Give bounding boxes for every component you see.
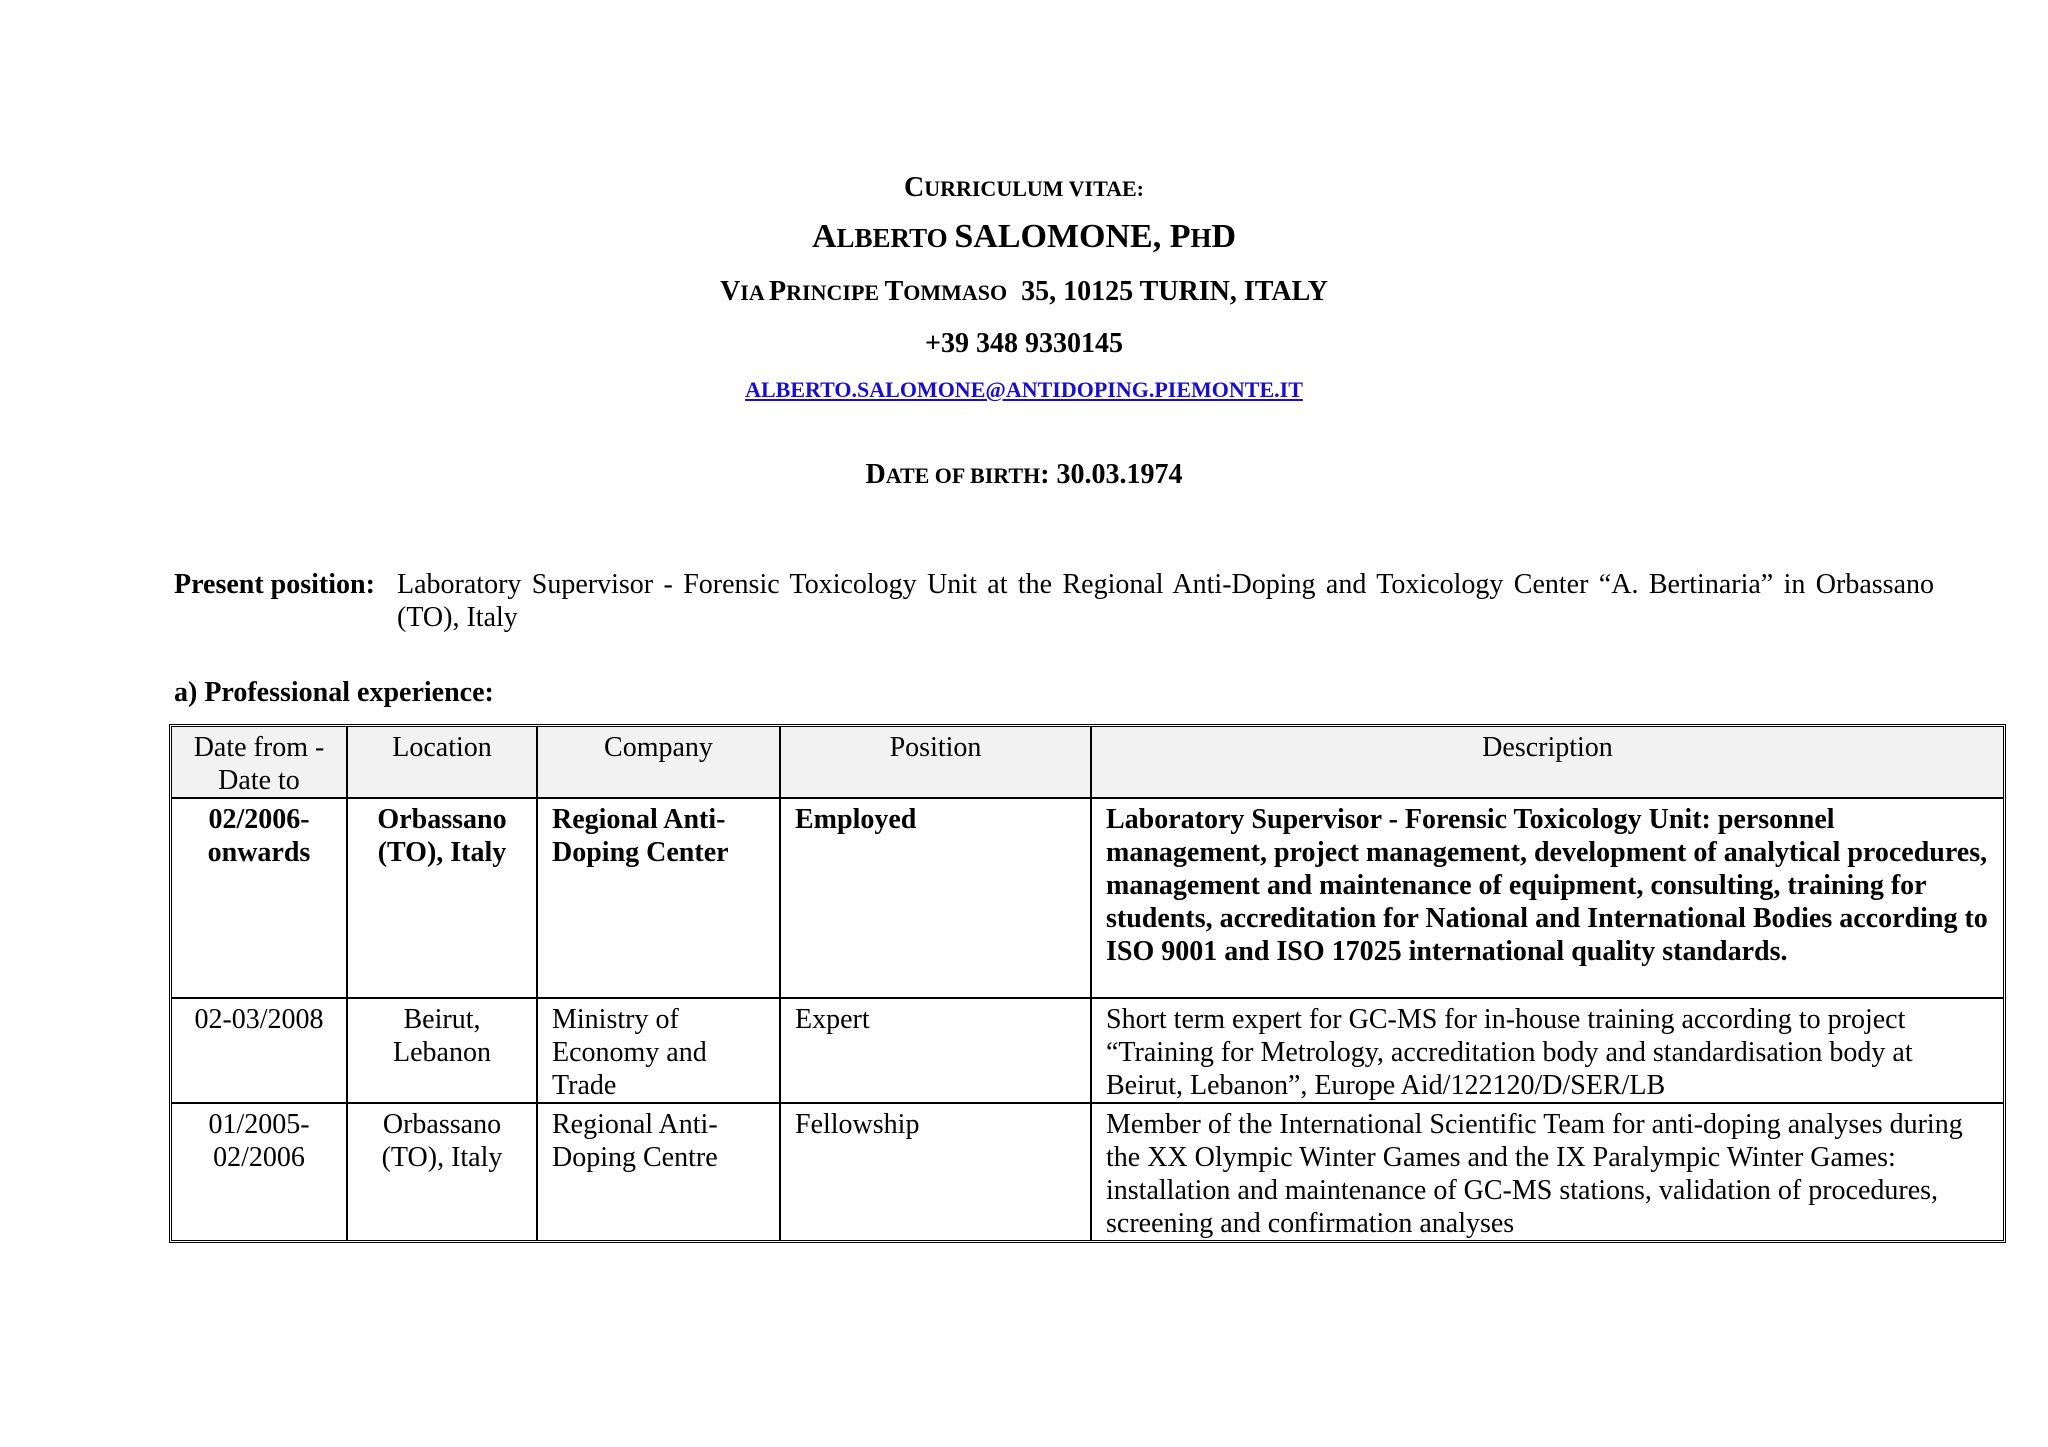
header-position: Position xyxy=(781,727,1092,799)
cell-location: Orbassano (TO), Italy xyxy=(348,799,538,999)
person-name: ALBERTO SALOMONE, PHD xyxy=(811,218,1237,255)
present-position xyxy=(174,568,1934,634)
phone-number: +39 348 9330145 xyxy=(925,328,1123,359)
table-row xyxy=(172,1104,2003,1240)
cell-company: Regional Anti-Doping Centre xyxy=(538,1104,781,1240)
cell-company: Ministry of Economy and Trade xyxy=(538,999,781,1104)
cell-date: 02-03/2008 xyxy=(172,999,348,1104)
header-date: Date from - Date to xyxy=(172,727,348,799)
address: VIA PRINCIPE TOMMASO 35, 10125 TURIN, ITALY xyxy=(720,276,1328,307)
cell-location: Beirut, Lebanon xyxy=(348,999,538,1104)
cell-date: 02/2006-onwards xyxy=(172,799,348,999)
email-line xyxy=(0,368,2048,415)
cell-position: Expert xyxy=(781,999,1092,1104)
cell-date: 01/2005-02/2006 xyxy=(172,1104,348,1240)
experience-table-wrapper xyxy=(169,724,2006,1243)
experience-table xyxy=(169,724,2006,1243)
cv-header xyxy=(0,168,2048,499)
header-location: Location xyxy=(348,727,538,799)
table-header-row xyxy=(172,727,2003,799)
cell-location: Orbassano (TO), Italy xyxy=(348,1104,538,1240)
cell-company: Regional Anti-Doping Center xyxy=(538,799,781,999)
cell-description: Laboratory Supervisor - Forensic Toxicology Unit: personnel management, project management, development of analytical procedures, management and maintenance of equipment, consulting, training for students, accreditation for National and International Bodies according to ISO 9001 and ISO 17025 international quality standards. xyxy=(1092,799,2003,999)
cell-position: Fellowship xyxy=(781,1104,1092,1240)
cell-position: Employed xyxy=(781,799,1092,999)
header-description: Description xyxy=(1092,727,2003,799)
email-link[interactable]: ALBERTO.SALOMONE@ANTIDOPING.PIEMONTE.IT xyxy=(745,377,1303,402)
cv-title: CURRICULUM VITAE: xyxy=(903,172,1145,203)
table-row xyxy=(172,799,2003,999)
present-position-text: Laboratory Supervisor - Forensic Toxicology Unit at the Regional Anti-Doping and Toxicology Center “A. Bertinaria” in Orbassano (TO), Italy xyxy=(397,569,1934,633)
date-of-birth: DATE OF BIRTH: 30.03.1974 xyxy=(865,459,1183,490)
table-row xyxy=(172,999,2003,1104)
header-company: Company xyxy=(538,727,781,799)
section-professional-experience: a) Professional experience: xyxy=(174,677,494,708)
present-position-label: Present position: xyxy=(174,569,375,600)
cell-description: Member of the International Scientific Team for anti-doping analyses during the XX Olympic Winter Games and the IX Paralympic Winter Games: installation and maintenance of GC-MS stations, validation of procedures, screening and confirmation analyses xyxy=(1106,1109,1963,1239)
cell-description: Short term expert for GC-MS for in-house training according to project “Training for Metrology, accreditation body and standardisation body at Beirut, Lebanon”, Europe Aid/122120/D/SER/LB xyxy=(1092,999,2003,1104)
